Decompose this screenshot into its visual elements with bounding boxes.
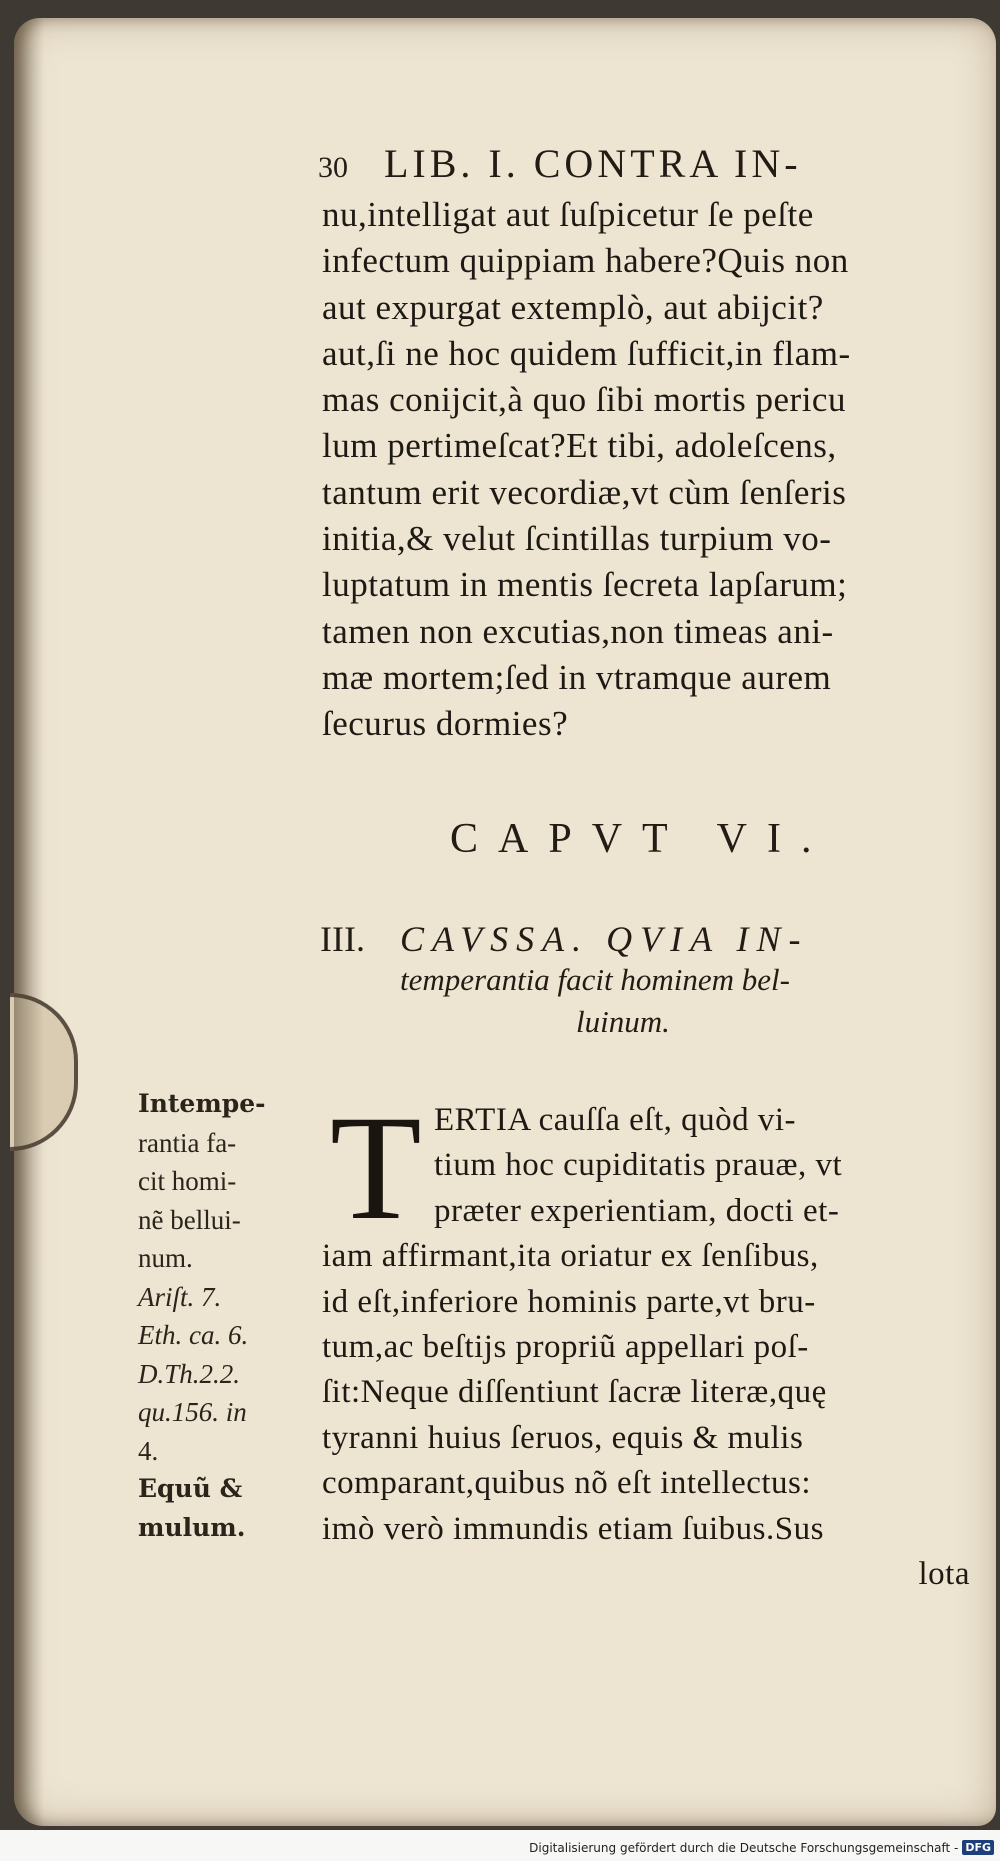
body-text-top [322,192,982,748]
text-line: iam affirmant,ita oriatur ex ſenſibus, [322,1238,819,1275]
margin-line: Intempe- [138,1089,266,1118]
text-line: ERTIA cauſſa eſt, quòd vi- [434,1102,797,1138]
chapter-heading: CAPVT VI. [450,816,832,862]
text-line: ſit:Neque diſſentiunt ſacræ literæ,quę [322,1374,827,1411]
text-line: tantum erit vecordiæ,vt cùm ſenſeris [322,472,847,512]
text-line: id eſt,inferiore hominis parte,vt bru- [322,1283,816,1320]
margin-line: mulum. [138,1512,246,1542]
text-line: tium hoc cupiditatis prauæ, vt [434,1147,843,1184]
body-paragraph [322,1085,982,1597]
page-number: 30 [318,151,348,184]
text-line: mæ mortem;ſed in vtramque aurem [322,657,832,697]
subtitle-text: CAVSSA. QVIA IN- [399,919,809,959]
chapter-subtitle-line: luinum. [576,1004,670,1039]
text-line: imò verò immundis etiam ſuibus.Sus [322,1510,824,1547]
margin-line: num. [138,1243,193,1273]
text-line: tamen non excutias,non timeas ani- [322,611,834,651]
dfg-logo: DFG [962,1840,994,1855]
text-line: præter experientiam, docti et- [434,1192,840,1229]
text-line: initia,& velut ſcintillas turpium vo- [322,519,832,559]
text-line: nu,intelligat aut ſuſpicetur ſe peſte [322,195,814,234]
credit-text: Digitalisierung gefördert durch die Deutsche Forschungsgemeinschaft - [529,1840,959,1855]
text-line: luptatum in mentis ſecreta lapſarum; [322,565,848,605]
margin-line: nẽ bellui- [138,1204,241,1235]
text-line: lum pertimeſcat?Et tibi, adoleſcens, [322,426,837,466]
margin-line: cit homi- [138,1166,237,1196]
catchword: lota [918,1555,970,1592]
margin-line: rantia fa- [138,1127,237,1158]
chapter-subtitle-line [320,918,980,960]
margin-line: qu.156. in [138,1397,247,1427]
marginal-note [138,1085,318,1547]
text-line: aut expurgat extemplò, aut abijcit? [322,287,824,327]
margin-line: Eth. ca. 6. [138,1320,249,1350]
text-line: ſecurus dormies? [322,704,569,744]
text-line: comparant,quibus nõ eſt intellectus: [322,1465,812,1502]
text-line: aut,ſi ne hoc quidem ſufficit,in flam- [322,333,851,373]
page-tab-marker [10,993,78,1151]
chapter-subtitle-line: temperantia facit hominem bel- [400,962,790,997]
digitization-credit [529,1840,994,1855]
text-line: infectum quippiam habere?Quis non [322,241,849,281]
margin-line: Ariſt. 7. [138,1281,222,1312]
section-numeral: III. [320,919,365,959]
margin-line: D.Th.2.2. [138,1358,241,1389]
margin-line: Equũ & [138,1474,243,1503]
text-line: mas conijcit,à quo ſibi mortis pericu [322,380,846,420]
running-title: LIB. I. CONTRA IN- [384,141,802,186]
text-line: tyranni huius ſeruos, equis & mulis [322,1419,804,1456]
running-header [318,140,958,188]
margin-line: 4. [138,1435,159,1466]
text-line: tum,ac beſtijs propriũ appellari poſ- [322,1328,809,1365]
drop-cap: T [330,1085,422,1251]
